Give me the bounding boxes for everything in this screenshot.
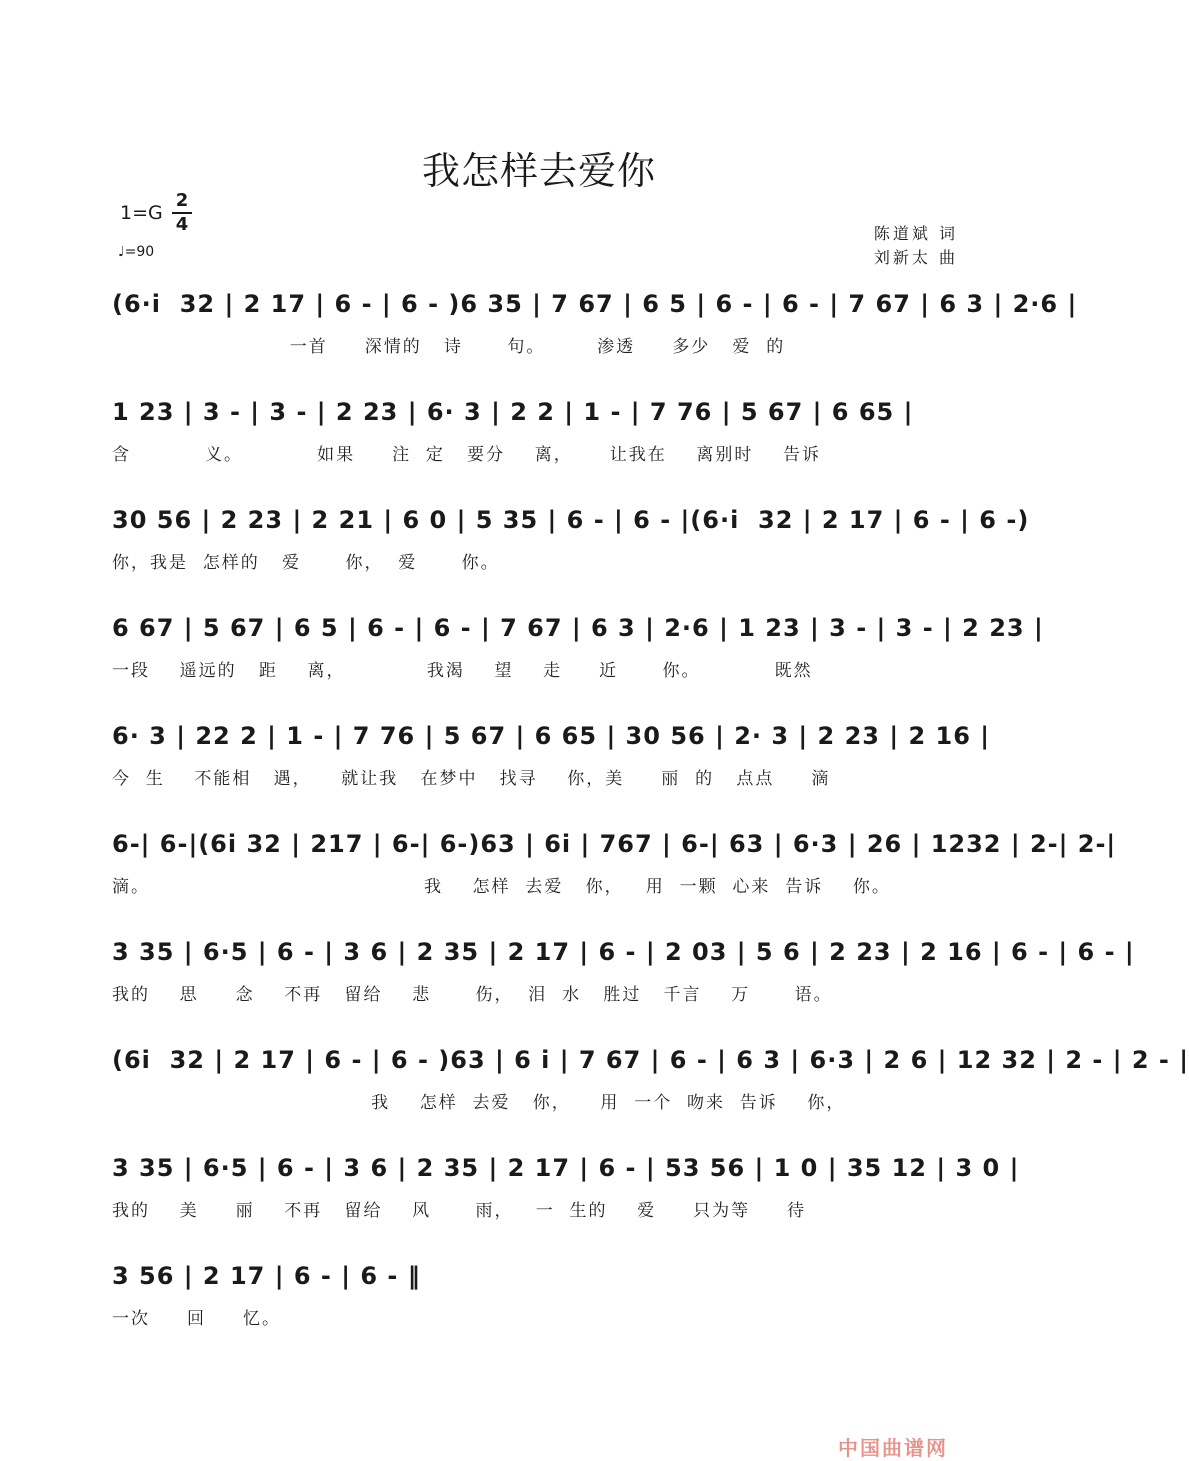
lyrics-line-6: 滴。 我 怎样 去爱 你， 用 一颗 心来 告诉 你。	[112, 877, 891, 897]
tempo-marking: ♩=90	[118, 244, 155, 260]
lyrics-line-3: 你，我是 怎样的 爱 你， 爱 你。	[112, 553, 500, 573]
notation-line-7: 3 35 | 6·5 | 6 - | 3 6 | 2 35 | 2 17 | 6 - | 2 03 | 5 6 | 2 23 | 2 16 | 6 - | 6 - |	[112, 938, 1135, 966]
lyrics-line-1: 一首 深情的 诗 句。 渗透 多少 爱 的	[112, 337, 786, 357]
notation-line-3: 30 56 | 2 23 | 2 21 | 6 0 | 5 35 | 6 - | 6 - |(6·i 32 | 2 17 | 6 - | 6 -)	[112, 506, 1030, 534]
lyrics-line-7: 我的 思 念 不再 留给 悲 伤， 泪 水 胜过 千言 万 语。	[112, 985, 833, 1005]
notation-line-9: 3 35 | 6·5 | 6 - | 3 6 | 2 35 | 2 17 | 6 - | 53 56 | 1 0 | 35 12 | 3 0 |	[112, 1154, 1020, 1182]
time-signature-top: 2	[175, 190, 189, 211]
lyrics-line-10: 一次 回 忆。	[112, 1309, 282, 1329]
time-signature-bottom: 4	[175, 214, 189, 235]
lyrics-line-5: 今 生 不能相 遇， 就让我 在梦中 找寻 你，美 丽 的 点点 滴	[112, 769, 831, 789]
notation-line-8: (6i 32 | 2 17 | 6 - | 6 - )63 | 6 i | 7 67 | 6 - | 6 3 | 6·3 | 2 6 | 12 32 | 2 - | 2 - |	[112, 1046, 1189, 1074]
lyrics-line-9: 我的 美 丽 不再 留给 风 雨， 一 生的 爱 只为等 待	[112, 1201, 807, 1221]
key-signature: 1=G	[120, 202, 163, 224]
time-signature	[172, 191, 192, 235]
notation-line-4: 6 67 | 5 67 | 6 5 | 6 - | 6 - | 7 67 | 6 3 | 2·6 | 1 23 | 3 - | 3 - | 2 23 |	[112, 614, 1044, 642]
watermark: 中国曲谱网	[838, 1436, 948, 1460]
song-title: 我怎样去爱你	[421, 149, 656, 193]
notation-line-1: (6·i 32 | 2 17 | 6 - | 6 - )6 35 | 7 67 | 6 5 | 6 - | 6 - | 7 67 | 6 3 | 2·6 |	[112, 290, 1078, 318]
lyricist-credit: 陈道斌 词	[873, 224, 958, 243]
notation-line-6: 6-| 6-|(6i 32 | 217 | 6-| 6-)63 | 6i | 767 | 6-| 63 | 6·3 | 26 | 1232 | 2-| 2-|	[112, 830, 1117, 858]
lyrics-line-2: 含 义。 如果 注 定 要分 离， 让我在 离别时 告诉	[112, 445, 821, 465]
notation-line-10: 3 56 | 2 17 | 6 - | 6 - ‖	[112, 1262, 421, 1290]
composer-credit: 刘新太 曲	[873, 248, 958, 267]
lyrics-line-8: 我 怎样 去爱 你， 用 一个 吻来 告诉 你，	[112, 1093, 846, 1113]
notation-line-5: 6· 3 | 22 2 | 1 - | 7 76 | 5 67 | 6 65 | 30 56 | 2· 3 | 2 23 | 2 16 |	[112, 722, 991, 750]
lyrics-line-4: 一段 遥远的 距 离， 我渴 望 走 近 你。 既然	[112, 661, 813, 681]
notation-line-2: 1 23 | 3 - | 3 - | 2 23 | 6· 3 | 2 2 | 1 - | 7 76 | 5 67 | 6 65 |	[112, 398, 914, 426]
credits	[874, 222, 958, 270]
